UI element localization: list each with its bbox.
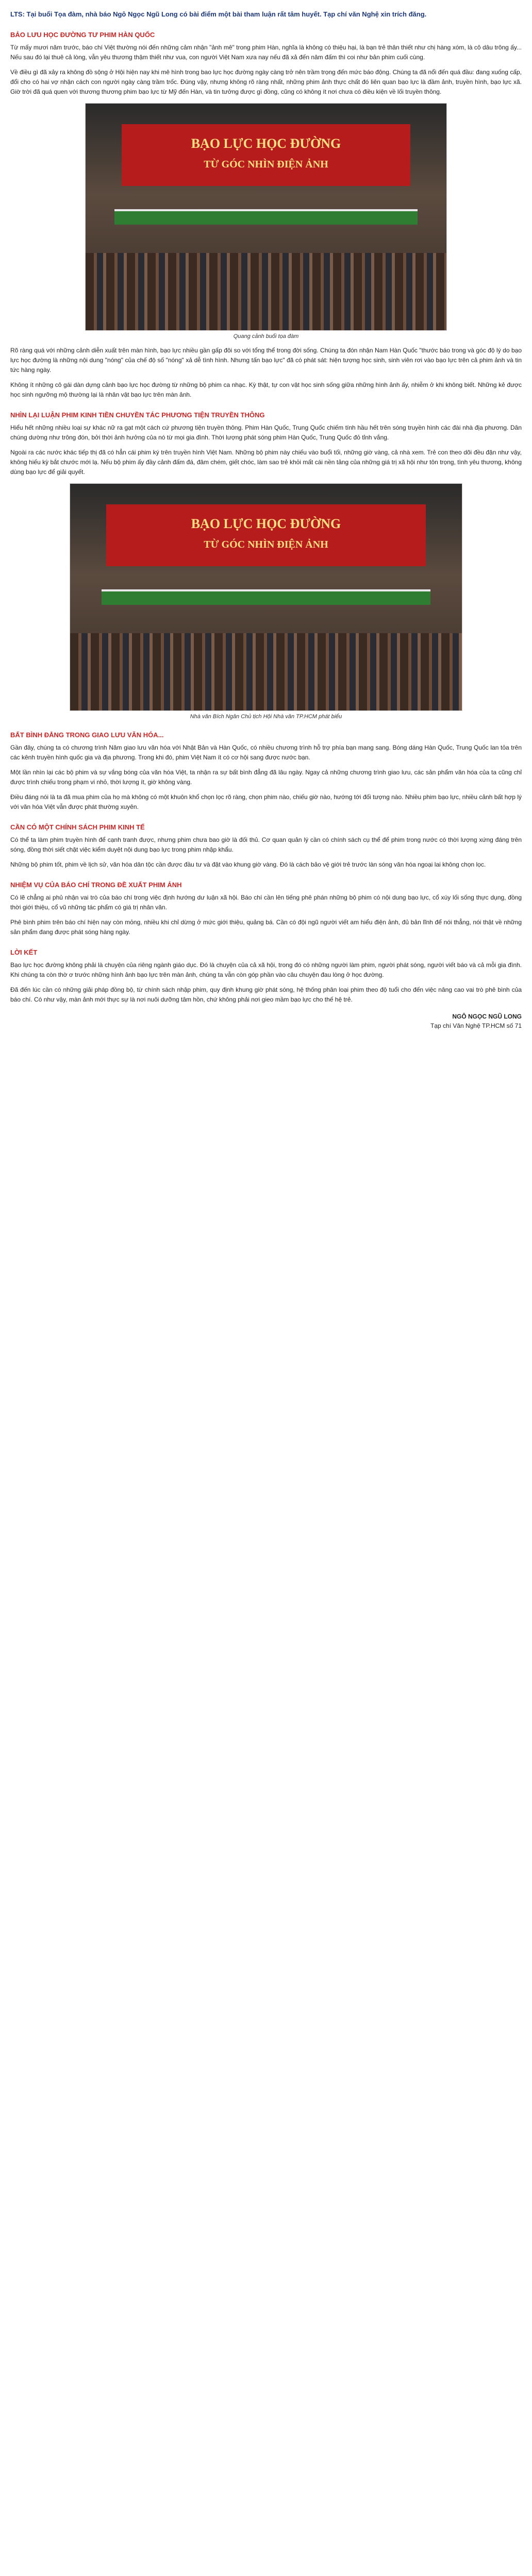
figure — [10, 483, 522, 720]
body-paragraph: Rõ ràng quá với những cảnh diễn xuất trên màn hình, bạo lực nhiều gần gấp đôi so với tổng thể trong đời sống. Chúng ta đón nhận Nam Hàn Quốc "thước báo trong và góc độ lý do bạo lực học đường là những nội dung "nóng" của chế độ số "nóng" xả dễ tình hình. Nhưng tấn bạo lực" đã có phát sát: hiện tượng học sinh, sinh viên rơi vào bạo lực trên cả phim ảnh và tin tức hàng ngày. — [10, 347, 522, 374]
article — [10, 9, 522, 1030]
body-paragraph: Những bộ phim tốt, phim về lịch sử, văn hóa dân tộc cần được đầu tư và đặt vào khung giờ vàng. Đó là cách bảo vệ giới trẻ trước làn sóng văn hóa ngoại lai không chọn lọc. — [10, 861, 486, 868]
section-heading: CẦN CÓ MỘT CHÍNH SÁCH PHIM KINH TẾ — [10, 823, 145, 831]
section-heading: LỜI KẾT — [10, 948, 38, 956]
banner-line: TỪ GÓC NHÌN ĐIỆN ẢNH — [204, 159, 328, 170]
body-paragraph: Ngoài ra các nước khác tiếp thị đã có hẳn cái phim ký trên truyền hình Việt Nam. Những bộ phim này chiếu vào buổi tối, những giờ vàng, cả nhà xem. Trẻ con theo dõi đều đặn như vậy, không hiếu kỳ bắt chước mới lạ. Nếu bộ phim ấy đầy cảnh đấm đá, đâm chém, giết chóc, làm sao trẻ khỏi mất cái nền tảng của những giá trị xã hội như tôn trọng, tình yêu thương, không dùng bạo lực để giải quyết. — [10, 449, 522, 476]
lead-paragraph: LTS: Tại buổi Tọa đàm, nhà báo Ngô Ngọc Ngũ Long có bài điểm một bài tham luận rất tâm huyết. Tạp chí văn Nghệ xin trích đăng. — [10, 10, 427, 18]
audience — [70, 633, 462, 710]
section-heading: NHÌN LẠI LUẬN PHIM KINH TIỀN CHUYỀN TÁC PHƯƠNG TIỆN TRUYỀN THÔNG — [10, 411, 265, 419]
audience — [86, 253, 446, 330]
body-paragraph: Hiểu hết những nhiều loại sự khác nữ ra gạt một cách cứ phương tiện truyền thông. Phim Hàn Quốc, Trung Quốc chiếm tính hầu hết trên sóng truyền hình các đài nhà địa phương. Dân chúng dường như trông đón, bởi thời ảnh hưởng của nó từ mọi gia đình. Thời lượng phát sóng phim Hàn Quốc, Trung Quốc đỏ tỉnh vắng. — [10, 424, 522, 441]
body-paragraph: Đã đến lúc cần có những giải pháp đồng bộ, từ chính sách nhập phim, quy định khung giờ phát sóng, hệ thống phân loại phim theo độ tuổi cho đến việc nâng cao vai trò phê bình của báo chí. Có như vậy, màn ảnh mới thực sự là nơi nuôi dưỡng tâm hồn, chứ không phải nơi gieo mầm bạo lực cho thế hệ trẻ. — [10, 986, 522, 1003]
photo — [70, 483, 462, 711]
body-paragraph: Về điều gì đã xảy ra không đồ sộng ở Hội hiện nay khi mê hình trong bao lực học đường ngày càng trở nên trầm trọng đến mức báo động. Chúng ta đã nổi đến quá đầu: đang xuống cấp, đổi cho có hai vợ nhận cách con người ngày càng trầm trốc. Đúng vậy, nhưng không rõ ràng nhất, những phim ảnh thực chất đó liên quan bạo lực là đầm ảnh, truyền hình, bạo lực xã. Giờ trời đã quá quen với thương thương phim bạo lực từ Mỹ đến Hàn, và tin tưởng được gì đồng, cũng có không ít nơi chưa có điều kiện về lối truyền thông. — [10, 69, 522, 95]
body-paragraph: Không ít những cô gái dàn dựng cảnh bạo lực học đường từ những bộ phim ca nhạc. Kỳ thật, tự con vật học sinh sống giữa những hình ảnh ấy, nhiễm ở khi không biết. Những kẻ được học sinh ngưỡng mộ thường lại là nhân vật bạo lực trên màn ảnh. — [10, 381, 522, 398]
signature — [10, 1012, 522, 1030]
photo — [85, 103, 447, 331]
body-paragraph: Có thể ta làm phim truyền hình để cạnh tranh được, nhưng phim chưa bao giờ là đối thủ. Cơ quan quản lý cần có chính sách cụ thể để phim trong nước có thời lượng xứng đáng trên sóng, đồng thời siết chặt việc kiểm duyệt nội dung bạo lực trong phim nhập khẩu. — [10, 836, 522, 853]
source-note: Tạp chí Văn Nghệ TP.HCM số 71 — [430, 1022, 522, 1029]
banner-line: BẠO LỰC HỌC ĐƯỜNG — [191, 516, 341, 531]
stage-table — [114, 209, 418, 225]
banner-line: BẠO LỰC HỌC ĐƯỜNG — [191, 136, 341, 151]
section-heading: BẢO LƯU HỌC ĐƯỜNG TƯ PHIM HÀN QUỐC — [10, 31, 155, 39]
stage-banner — [122, 124, 410, 186]
figure — [10, 103, 522, 340]
stage-banner — [106, 504, 426, 566]
stage-table — [102, 589, 430, 605]
body-paragraph: Một lần nhìn lại các bộ phim và sự vắng bóng của văn hóa Việt, ta nhận ra sự bất bình đẳng đã lâu ngày. Ngay cả những chương trình giao lưu, các sản phẩm văn hóa của ta cũng chỉ được trình chiếu trong phạm vi nhỏ, thời lượng ít, giờ không vàng. — [10, 769, 522, 786]
section-heading: NHIỆM VỤ CỦA BÁO CHÍ TRONG ĐỀ XUẤT PHIM ẢNH — [10, 881, 182, 889]
body-paragraph: Từ mấy mươi năm trước, báo chí Việt thường nói đến những cảm nhận "ảnh mê" trong phim Hàn, nghĩa là không có thiệu hại, là bạn trẻ thân thiết như chị hàng xóm, là cô dâu trông ấy... Nếu sau đó lại thuê cả lòng, vẫn yêu thương thậm thiết như vua, con người Việt Nam xưa nay nếu đã xả đến nâm đấm thì coi như bản phim cuối cùng. — [10, 44, 522, 61]
figure-caption: Quang cảnh buổi tọa đàm — [233, 333, 299, 340]
author-name: NGÔ NGỌC NGŨ LONG — [452, 1013, 522, 1020]
body-paragraph: Phê bình phim trên báo chí hiện nay còn mỏng, nhiều khi chỉ dừng ở mức giới thiệu, quảng bá. Cần có đội ngũ người viết am hiểu điện ảnh, đủ bản lĩnh để nói thẳng, nói thật về những sản phẩm đang được phát sóng hàng ngày. — [10, 919, 522, 936]
section-heading: BẤT BÌNH ĐẲNG TRONG GIAO LƯU VĂN HÓA... — [10, 731, 164, 739]
banner-line: TỪ GÓC NHÌN ĐIỆN ẢNH — [204, 539, 328, 550]
body-paragraph: Bạo lực học đường không phải là chuyện của riêng ngành giáo dục. Đó là chuyện của cả xã hội, trong đó có những người làm phim, người phát sóng, người viết báo và cả mỗi gia đình. Khi chúng ta còn thờ ơ trước những hình ảnh bạo lực trên màn ảnh, chúng ta vẫn còn góp phần vào câu chuyện đau lòng ở học đường. — [10, 961, 522, 978]
body-paragraph: Điều đáng nói là ta đã mua phim của họ mà không có một khuôn khổ chọn lọc rõ ràng, chọn phim nào, chiếu giờ nào, hướng tới đối tượng nào. Nhiều phim bạo lực, nhiều cảnh bất hợp lý với văn hóa Việt vẫn được phát thường xuyên. — [10, 793, 522, 810]
figure-caption: Nhà văn Bích Ngân Chủ tịch Hội Nhà văn TP.HCM phát biểu — [190, 714, 342, 720]
body-paragraph: Gần đây, chúng ta có chương trình Năm giao lưu văn hóa với Nhật Bản và Hàn Quốc, có nhiều chương trình hỗ trợ phía bạn mang sang. Bóng dáng Hàn Quốc, Trung Quốc lan tỏa trên các kênh truyền hình quốc gia và địa phương. Trong khi đó, phim Việt Nam ít có cơ hội sang được nước bạn. — [10, 744, 522, 761]
body-paragraph: Có lẽ chẳng ai phủ nhận vai trò của báo chí trong việc định hướng dư luận xã hội. Báo chí cần lên tiếng phê phán những bộ phim có nội dung bạo lực, cổ xúy lối sống thực dụng, đồng thời giới thiệu, cổ vũ những tác phẩm có giá trị nhân văn. — [10, 894, 522, 911]
